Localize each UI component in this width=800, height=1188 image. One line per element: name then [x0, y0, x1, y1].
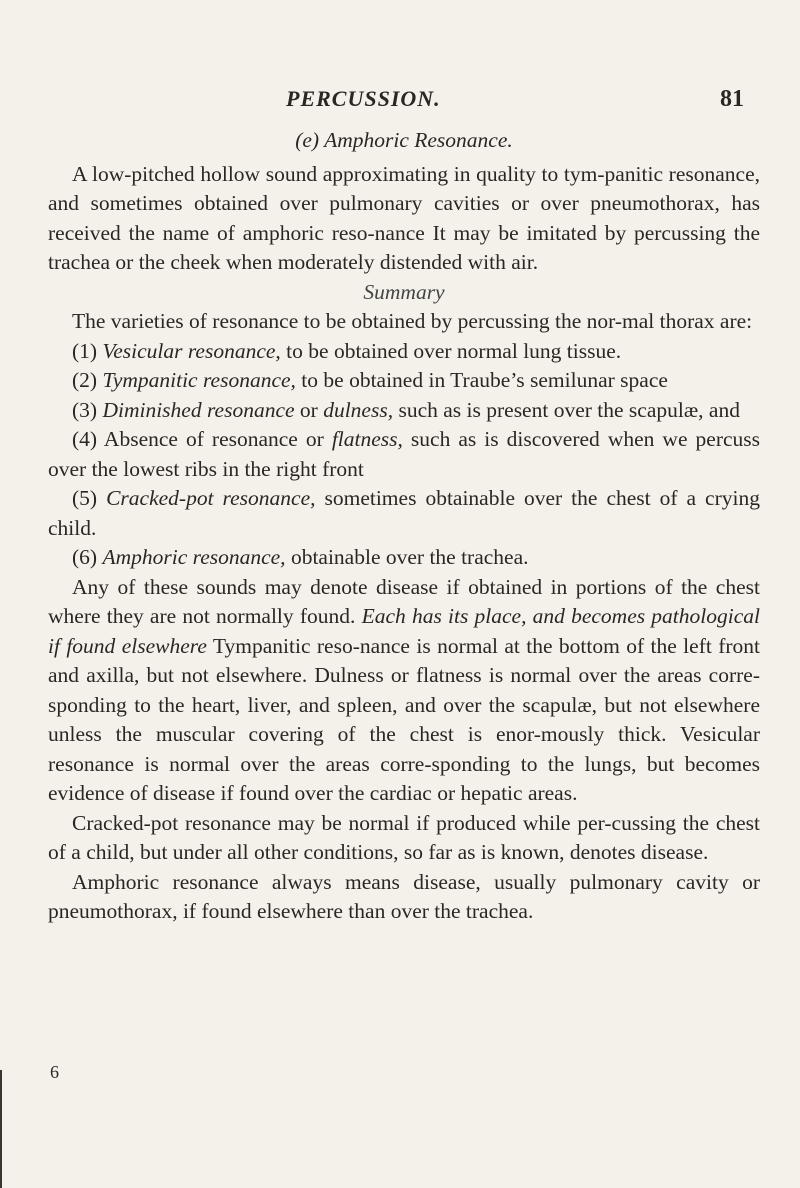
body-text	[48, 126, 760, 927]
binding-edge-rule	[0, 1070, 2, 1188]
item-text: obtainable over the trachea.	[285, 545, 529, 569]
item-term: Vesicular resonance,	[102, 338, 281, 363]
item-text: to be obtained over normal lung tissue.	[280, 338, 622, 363]
item-text: Absence of resonance or	[97, 427, 332, 451]
closing-paragraph-3: Amphoric resonance always means disease, usually pulmonary cavity or pneumothorax, if found elsewhere than over the trachea.	[48, 869, 760, 923]
item-term: dulness,	[323, 397, 394, 422]
item-text: to be obtained in Traube’s semilunar space	[295, 368, 668, 392]
item-term: Cracked-pot resonance,	[106, 486, 316, 510]
item-number: (3)	[72, 397, 98, 422]
emphasis-text: Each has its place, and becomes pathological if found elsewhere	[48, 604, 760, 658]
summary-title: Summary	[363, 279, 445, 304]
summary-intro: The varieties of resonance to be obtained by percussing the nor-mal thorax are:	[72, 309, 753, 333]
section-label: (e)	[295, 128, 320, 152]
page-number: 81	[720, 86, 744, 112]
item-number: (1)	[72, 338, 98, 363]
item-number: (2)	[72, 368, 98, 392]
item-term: flatness,	[331, 427, 403, 451]
item-number: (6)	[72, 545, 98, 569]
item-text: such as is discovered when we percuss over the lowest ribs in the right front	[48, 427, 761, 481]
paragraph-text: Tympanitic reso-nance is normal at the bottom of the left front and axilla, but not elsewhere. Dulness or flatness is normal over the areas corre-sponding to the heart, liver, and spleen, and over the scapulæ, but not elsewhere unless the muscular covering of the chest is enor-mously thick. Vesicular resonance is normal over the areas corre-sponding to the lungs, but becomes evidence of disease if found over the cardiac or hepatic areas.	[48, 633, 761, 805]
list-item	[48, 484, 760, 543]
list-item	[48, 425, 760, 484]
section-title-text: Amphoric Resonance.	[324, 128, 513, 152]
page-header	[0, 86, 800, 116]
list-item	[48, 366, 760, 396]
paragraph-text: Any of these sounds may denote disease if obtained in portions of the chest where they are not normally found.	[48, 574, 760, 628]
item-number: (5)	[72, 486, 98, 510]
item-number: (4)	[72, 427, 98, 451]
section-title	[48, 126, 760, 156]
item-term: Tympanitic resonance,	[102, 368, 296, 392]
list-item	[48, 396, 760, 426]
item-text: sometimes obtainable over the chest of a crying child.	[48, 486, 760, 540]
item-text: such as is present over the scapulæ, and	[393, 397, 740, 422]
running-head: PERCUSSION.	[286, 86, 441, 111]
item-text: or	[294, 397, 324, 422]
item-term: Diminished resonance	[102, 397, 295, 422]
signature-mark: 6	[50, 1062, 59, 1082]
item-term: Amphoric resonance,	[102, 545, 286, 569]
list-item	[48, 337, 760, 367]
list-item	[48, 543, 760, 573]
closing-paragraph-2: Cracked-pot resonance may be normal if produced while per-cussing the chest of a child, but under all other conditions, so far as is known, denotes disease.	[48, 810, 760, 864]
intro-paragraph: A low-pitched hollow sound approximating in quality to tym-panitic resonance, and sometimes obtained over pulmonary cavities or over pneumothorax, has received the name of amphoric reso-nance It may be imitated by percussing the trachea or the cheek when moderately distended with air.	[48, 161, 760, 274]
closing-paragraph-1	[48, 573, 760, 809]
